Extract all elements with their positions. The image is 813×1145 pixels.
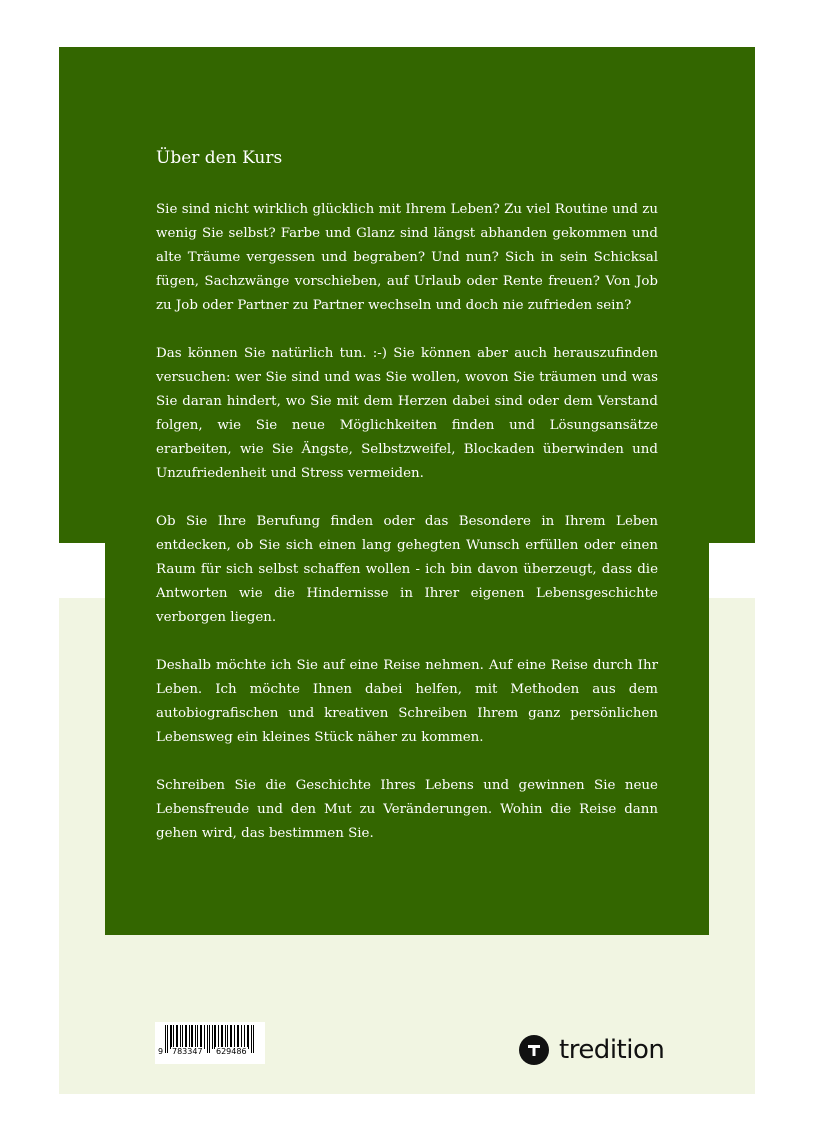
blurb-text-block [156,148,658,870]
barcode-right-group: 629486 [216,1047,247,1056]
publisher-name: tredition [559,1035,665,1065]
blurb-paragraph-2: Das können Sie natürlich tun. :-) Sie können aber auch herauszufinden versuchen: wer Sie sind und was Sie wollen, wovon Sie träumen und was Sie daran hindert, wo Sie mit dem Herzen dabei sind oder dem Verstand folgen, wie Sie neue Möglichkeiten finden und Lösungsansätze erarbeiten, wie Sie Ängste, Selbstzweifel, Blockaden überwinden und Unzufriedenheit und Stress vermeiden. [156,346,658,481]
blurb-paragraph-3: Ob Sie Ihre Berufung finden oder das Besondere in Ihrem Leben entdecken, ob Sie sich einen lang gehegten Wunsch erfüllen oder einen Raum für sich selbst schaffen wollen - ich bin davon überzeugt, dass die Antworten wie die Hindernisse in Ihrer eigenen Lebensgeschichte verborgen liegen. [156,514,658,625]
barcode-first-digit: 9 [158,1047,164,1056]
blurb-paragraph-5: Schreiben Sie die Geschichte Ihres Lebens und gewinnen Sie neue Lebensfreude und den Mut zu Veränderungen. Wohin die Reise dann gehen wird, das bestimmen Sie. [156,778,658,841]
blurb-paragraph-1: Sie sind nicht wirklich glücklich mit Ihrem Leben? Zu viel Routine und zu wenig Sie selbst? Farbe und Glanz sind längst abhanden gekommen und alte Träume vergessen und begraben? Und nun? Sich in sein Schicksal fügen, Sachzwänge vorschieben, auf Urlaub oder Rente freuen? Von Job zu Job oder Partner zu Partner wechseln und doch nie zufrieden sein? [156,202,658,313]
publisher-logo [519,1033,664,1067]
barcode-left-group: 783347 [172,1047,203,1056]
tredition-logo-icon [519,1035,549,1065]
blurb-paragraph-4: Deshalb möchte ich Sie auf eine Reise nehmen. Auf eine Reise durch Ihr Leben. Ich möchte Ihnen dabei helfen, mit Methoden aus dem autobiografischen und kreativen Schreiben Ihrem ganz persönlichen Lebensweg ein kleines Stück näher zu kommen. [156,658,658,745]
isbn-barcode [155,1022,265,1064]
blurb-heading: Über den Kurs [156,148,283,168]
